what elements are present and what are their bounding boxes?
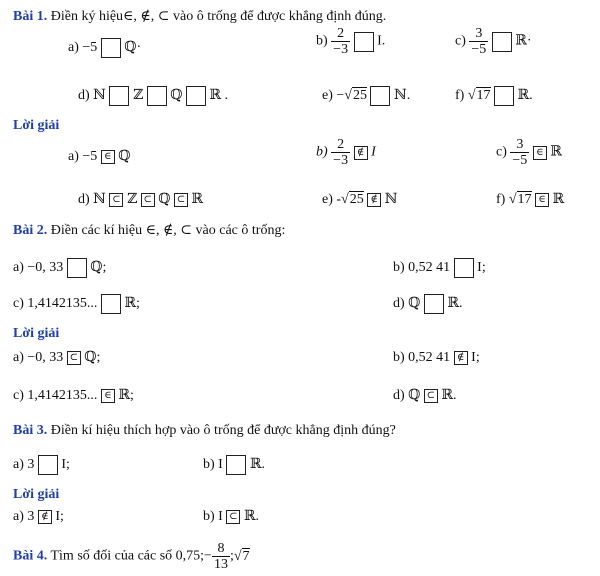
item-prefix: a) 3: [13, 457, 35, 473]
answer-symbol: ⊂: [226, 510, 240, 524]
item-suffix: I;: [55, 509, 64, 524]
radicand: 25: [349, 192, 364, 207]
set-symbol: ℕ: [93, 88, 106, 104]
answer-symbol: ∈: [101, 389, 115, 403]
item-suffix: ℝ;: [118, 388, 134, 403]
bai3-prompt: Điền kí hiệu thích hợp vào ô trống để được khẳng định đúng?: [50, 423, 396, 438]
answer-symbol: ∈: [535, 193, 549, 207]
item-prefix: a) −0, 33: [13, 350, 64, 365]
sqrt: √17: [508, 192, 532, 207]
loigiai1-heading: Lời giải: [13, 118, 60, 133]
item-prefix: b) 0,52 41: [393, 260, 451, 276]
item-prefix: b): [316, 144, 328, 160]
loigiai1-item-e: [322, 191, 398, 209]
item-suffix: ℝ;: [124, 296, 140, 312]
loigiai1-item-d: [78, 191, 203, 209]
item-suffix: ℝ·: [515, 33, 532, 49]
item-prefix: f): [496, 192, 506, 207]
answer-symbol: ∈: [533, 146, 547, 160]
answer-box[interactable]: [109, 86, 129, 106]
set-symbol: ℝ .: [209, 88, 229, 104]
fraction-denominator: 13: [213, 557, 228, 572]
answer-box[interactable]: [186, 86, 206, 106]
item-suffix: ℝ.: [447, 296, 463, 312]
answer-symbol: ⊂: [109, 193, 123, 207]
item-prefix: a) −5: [68, 149, 98, 164]
fraction-numerator: 2: [337, 26, 345, 41]
bai2-label: Bài 2.: [13, 223, 48, 238]
loigiai2-heading: Lời giải: [13, 326, 60, 341]
set-symbol: ℤ: [126, 192, 138, 207]
fraction-numerator: 8: [217, 541, 225, 556]
sqrt: √25: [344, 88, 367, 104]
bai1-item-f: [455, 86, 533, 106]
item-prefix: b): [316, 33, 328, 49]
bai2-item-b: [393, 258, 486, 278]
item-suffix: I.: [377, 33, 386, 49]
bai1-item-c: [455, 26, 532, 57]
item-suffix: ℝ.: [517, 88, 533, 104]
answer-box[interactable]: [424, 294, 444, 314]
separator: ;: [229, 548, 234, 564]
answer-symbol: ∈: [101, 150, 115, 164]
item-suffix: ℚ·: [124, 40, 142, 56]
fraction: [331, 26, 350, 57]
fraction: [212, 541, 230, 572]
bai4-label: Bài 4.: [13, 548, 48, 564]
loigiai1-item-a: [68, 148, 130, 166]
item-prefix: d) ℚ: [393, 388, 421, 403]
fraction-denominator: −5: [471, 42, 487, 57]
fraction-numerator: 3: [516, 137, 524, 152]
item-prefix: c): [455, 33, 466, 49]
fraction: [469, 26, 488, 57]
answer-box[interactable]: [67, 258, 87, 278]
item-prefix: a) −5: [68, 40, 98, 56]
bai2-item-d: [393, 294, 463, 314]
item-suffix: I;: [61, 457, 70, 473]
bai3-label: Bài 3.: [13, 423, 48, 438]
answer-symbol: ⊂: [141, 193, 155, 207]
bai1-item-b: [316, 26, 385, 57]
bai3-item-b: [203, 455, 265, 475]
item-suffix: ℝ.: [243, 509, 259, 524]
item-prefix: d) ℚ: [393, 296, 421, 312]
item-prefix: b) 0,52 41: [393, 350, 451, 365]
bai1-prompt: Điền ký hiệu∈, ∉, ⊂ vào ô trống để được khẳng định đúng.: [50, 9, 387, 24]
item-prefix: c) 1,4142135...: [13, 296, 98, 312]
loigiai1-item-c: [496, 137, 562, 168]
item-suffix: ℚ;: [84, 350, 101, 365]
item-suffix: I;: [477, 260, 486, 276]
sqrt: √7: [233, 548, 250, 564]
bai1-heading: [13, 8, 386, 26]
answer-box[interactable]: [147, 86, 167, 106]
item-suffix: I;: [471, 350, 480, 365]
item-prefix: b) I: [203, 457, 223, 473]
item-suffix: ℕ.: [393, 88, 411, 104]
fraction-denominator: −3: [333, 42, 349, 57]
item-suffix: ℝ: [552, 192, 565, 207]
loigiai2-item-b: [393, 349, 480, 367]
item-prefix: e) -: [322, 192, 342, 207]
item-suffix: ℝ.: [249, 457, 265, 473]
bai1-label: Bài 1.: [13, 9, 48, 24]
bai1-item-e: [322, 86, 410, 106]
item-prefix: b) I: [203, 509, 223, 524]
radicand: 17: [517, 192, 532, 207]
radicand: 25: [352, 88, 367, 104]
answer-box[interactable]: [38, 455, 58, 475]
answer-symbol: ∉: [454, 351, 468, 365]
answer-symbol: ⊂: [424, 389, 438, 403]
answer-symbol: ∉: [38, 510, 52, 524]
bai4-number-1: 0,75;−: [175, 548, 212, 564]
bai4-heading: [13, 541, 250, 572]
loigiai2-item-d: [393, 387, 457, 405]
answer-box[interactable]: [226, 455, 246, 475]
set-symbol: ℚ: [170, 88, 183, 104]
item-prefix: c): [496, 144, 507, 160]
item-prefix: e) −: [322, 88, 345, 104]
bai2-item-a: [13, 258, 106, 278]
item-suffix: ℝ.: [441, 388, 457, 403]
loigiai3-heading: Lời giải: [13, 487, 60, 502]
loigiai2-item-a: [13, 349, 100, 367]
item-prefix: f): [455, 88, 465, 104]
answer-box[interactable]: [370, 86, 390, 106]
item-suffix: ℝ: [550, 144, 562, 160]
set-symbol: ℕ: [93, 192, 106, 207]
loigiai3-item-a: [13, 508, 64, 526]
fraction: [331, 137, 350, 168]
answer-symbol: ∉: [367, 193, 381, 207]
bai2-heading: [13, 222, 285, 240]
loigiai1-item-f: [496, 191, 564, 209]
item-suffix: I: [371, 144, 376, 160]
item-prefix: a) −0, 33: [13, 260, 64, 276]
fraction-denominator: −3: [333, 153, 349, 168]
loigiai2-item-c: [13, 387, 134, 405]
fraction: [510, 137, 529, 168]
answer-box[interactable]: [101, 294, 121, 314]
answer-box[interactable]: [101, 38, 121, 58]
item-prefix: d): [78, 88, 90, 104]
bai2-item-c: [13, 294, 140, 314]
answer-symbol: ⊂: [67, 351, 81, 365]
answer-box[interactable]: [454, 258, 474, 278]
bai2-prompt: Điền các kí hiệu ∈, ∉, ⊂ vào các ô trống:: [50, 223, 286, 238]
item-suffix: ℕ: [384, 192, 398, 207]
loigiai1-item-b: [316, 137, 376, 168]
sqrt: √25: [341, 192, 364, 207]
item-suffix: ℚ;: [90, 260, 107, 276]
bai3-item-a: [13, 455, 70, 475]
item-suffix: ℚ: [118, 149, 131, 164]
sqrt: √17: [467, 88, 491, 104]
bai4-prompt: Tìm số đối của các số: [50, 548, 173, 564]
item-prefix: a) 3: [13, 509, 35, 524]
item-prefix: d): [78, 192, 90, 207]
fraction-denominator: −5: [512, 153, 528, 168]
loigiai3-item-b: [203, 508, 259, 526]
radicand: 17: [476, 88, 491, 104]
radicand: 7: [242, 548, 250, 564]
set-symbol: ℤ: [132, 88, 144, 104]
bai3-heading: [13, 422, 396, 440]
set-symbol: ℚ: [158, 192, 171, 207]
bai1-item-a: [68, 38, 141, 58]
answer-box[interactable]: [494, 86, 514, 106]
answer-symbol: ∉: [354, 146, 368, 160]
fraction-numerator: 3: [475, 26, 483, 41]
set-symbol: ℝ: [191, 192, 204, 207]
answer-symbol: ⊂: [174, 193, 188, 207]
answer-box[interactable]: [492, 32, 512, 52]
item-prefix: c) 1,4142135...: [13, 388, 98, 403]
bai1-item-d: [78, 86, 228, 106]
fraction-numerator: 2: [337, 137, 345, 152]
answer-box[interactable]: [354, 32, 374, 52]
